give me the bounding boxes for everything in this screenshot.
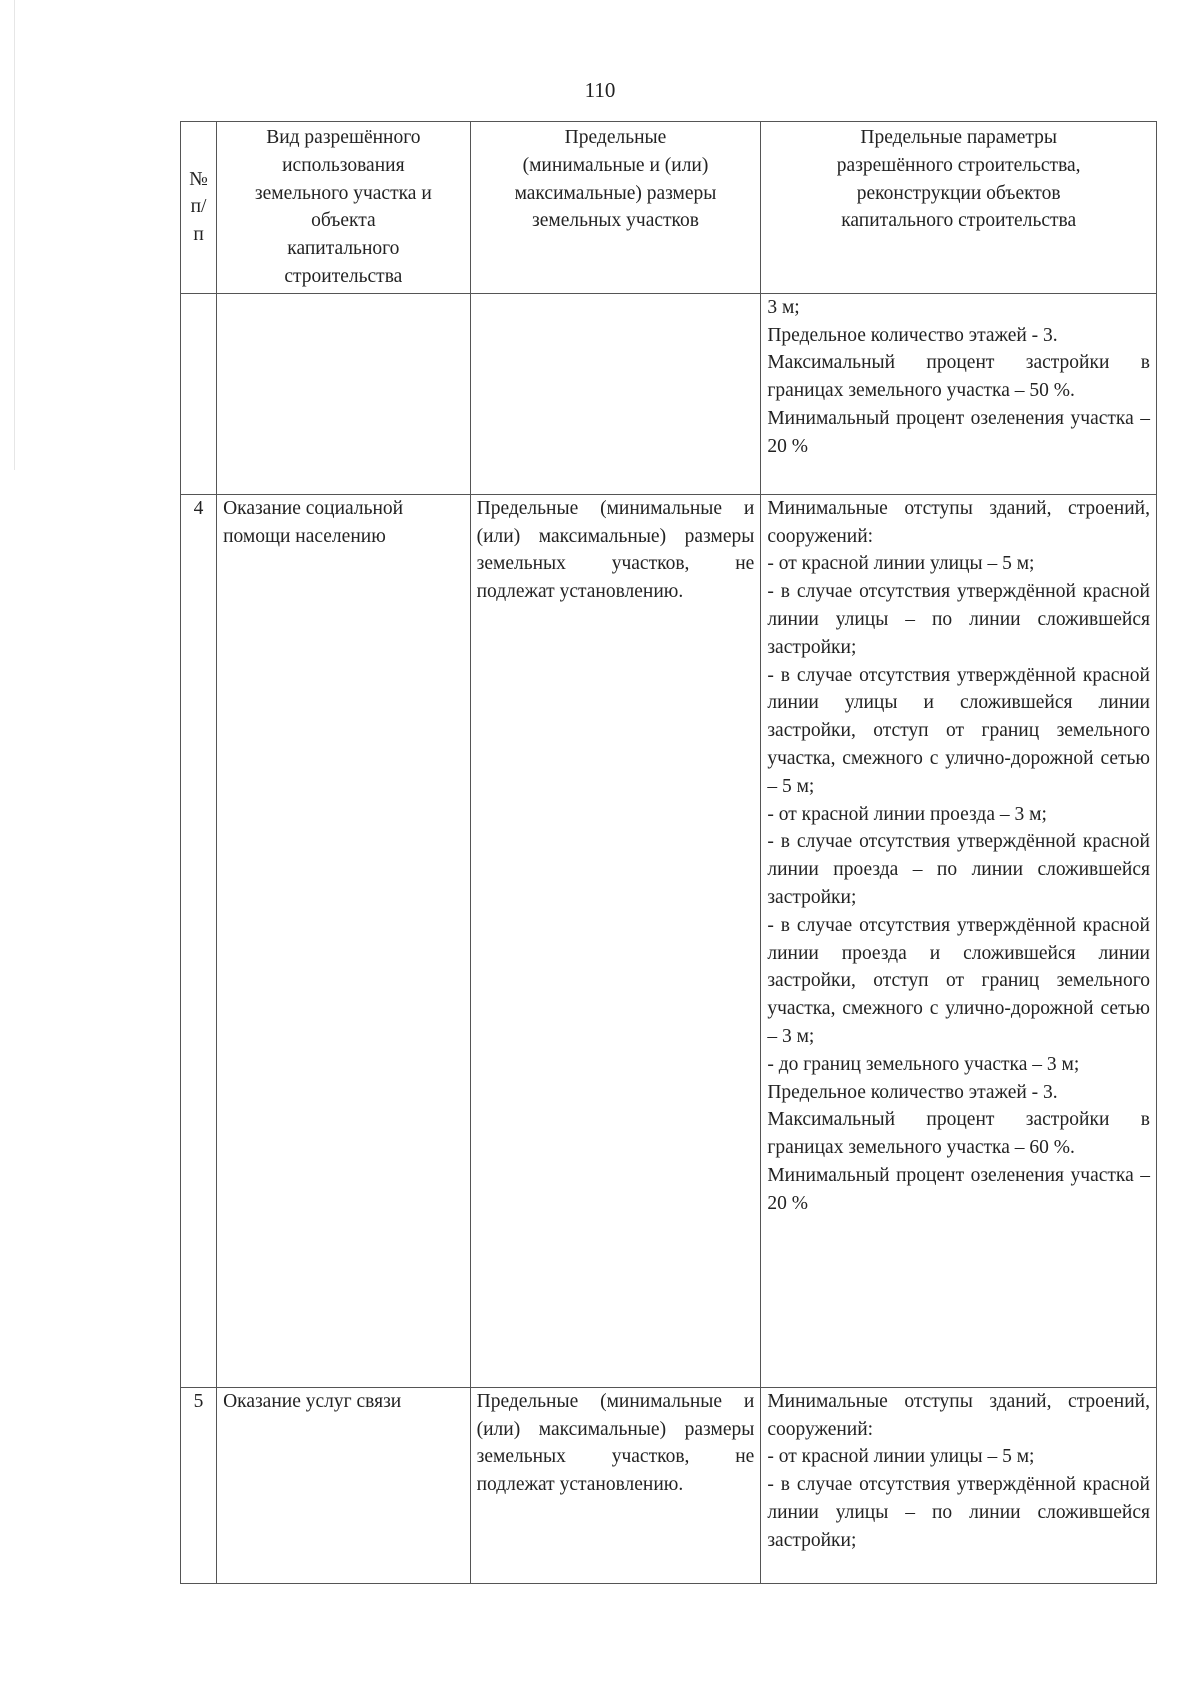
page-number: 110 bbox=[584, 78, 616, 102]
header-params: Предельные параметры разрешённого строительства, реконструкции объектов капитального строительства bbox=[761, 122, 1157, 294]
param-line: 3 м; bbox=[767, 296, 800, 318]
cell-type: Оказание услуг связи bbox=[217, 1387, 471, 1583]
cell-num: 5 bbox=[181, 1387, 217, 1583]
header-size: Предельные (минимальные и (или) максимальные) размеры земельных участков bbox=[470, 122, 761, 294]
land-use-table bbox=[180, 121, 1157, 1584]
param-line: Минимальный процент озеленения участка – 20 % bbox=[767, 407, 1150, 457]
header-row bbox=[181, 122, 1157, 294]
cell-type: Оказание социальной помощи населению bbox=[217, 494, 471, 1387]
cell-params bbox=[761, 293, 1157, 494]
cell-num: 4 bbox=[181, 494, 217, 1387]
param-line: - от красной линии улицы – 5 м; bbox=[767, 553, 1035, 575]
table-row bbox=[181, 1387, 1157, 1583]
param-line: - до границ земельного участка – 3 м; bbox=[767, 1053, 1080, 1075]
param-line: - от красной линии проезда – 3 м; bbox=[767, 803, 1047, 825]
header-type: Вид разрешённого использования земельного участка и объекта капитального строительства bbox=[217, 122, 471, 294]
cell-size: Предельные (минимальные и (или) максимальные) размеры земельных участков, не подлежат установлению. bbox=[470, 494, 761, 1387]
param-line: Минимальные отступы зданий, строений, сооружений: bbox=[767, 497, 1150, 547]
cell-size bbox=[470, 293, 761, 494]
param-line: - в случае отсутствия утверждённой красной линии улицы – по линии сложившейся застройки; bbox=[767, 581, 1150, 658]
cell-type bbox=[217, 293, 471, 494]
param-line: - в случае отсутствия утверждённой красной линии улицы и сложившейся линии застройки, отступ от границ земельного участка, смежного с улично-дорожной сетью – 5 м; bbox=[767, 664, 1150, 797]
param-line: - в случае отсутствия утверждённой красной линии улицы – по линии сложившейся застройки; bbox=[767, 1474, 1150, 1551]
cell-params bbox=[761, 1387, 1157, 1583]
param-line: - от красной линии улицы – 5 м; bbox=[767, 1446, 1035, 1468]
table-row bbox=[181, 494, 1157, 1387]
param-line: - в случае отсутствия утверждённой красной линии проезда и сложившейся линии застройки, отступ от границ земельного участка, смежного с улично-дорожной сетью – 3 м; bbox=[767, 914, 1150, 1047]
param-line: Предельное количество этажей - 3. bbox=[767, 1081, 1058, 1103]
param-line: Максимальный процент застройки в границах земельного участка – 60 %. bbox=[767, 1109, 1150, 1159]
param-line: Максимальный процент застройки в границах земельного участка – 50 %. bbox=[767, 352, 1150, 402]
cell-size: Предельные (минимальные и (или) максимальные) размеры земельных участков, не подлежат установлению. bbox=[470, 1387, 761, 1583]
param-line: Предельное количество этажей - 3. bbox=[767, 324, 1058, 346]
table-row-continuation bbox=[181, 293, 1157, 494]
table-header bbox=[181, 122, 1157, 294]
cell-num bbox=[181, 293, 217, 494]
param-line: - в случае отсутствия утверждённой красной линии проезда – по линии сложившейся застройки; bbox=[767, 831, 1150, 908]
header-num: № п/п bbox=[181, 122, 217, 294]
param-line: Минимальные отступы зданий, строений, сооружений: bbox=[767, 1390, 1150, 1440]
param-line: Минимальный процент озеленения участка – 20 % bbox=[767, 1164, 1150, 1214]
cell-params bbox=[761, 494, 1157, 1387]
scan-edge-line bbox=[14, 0, 15, 470]
